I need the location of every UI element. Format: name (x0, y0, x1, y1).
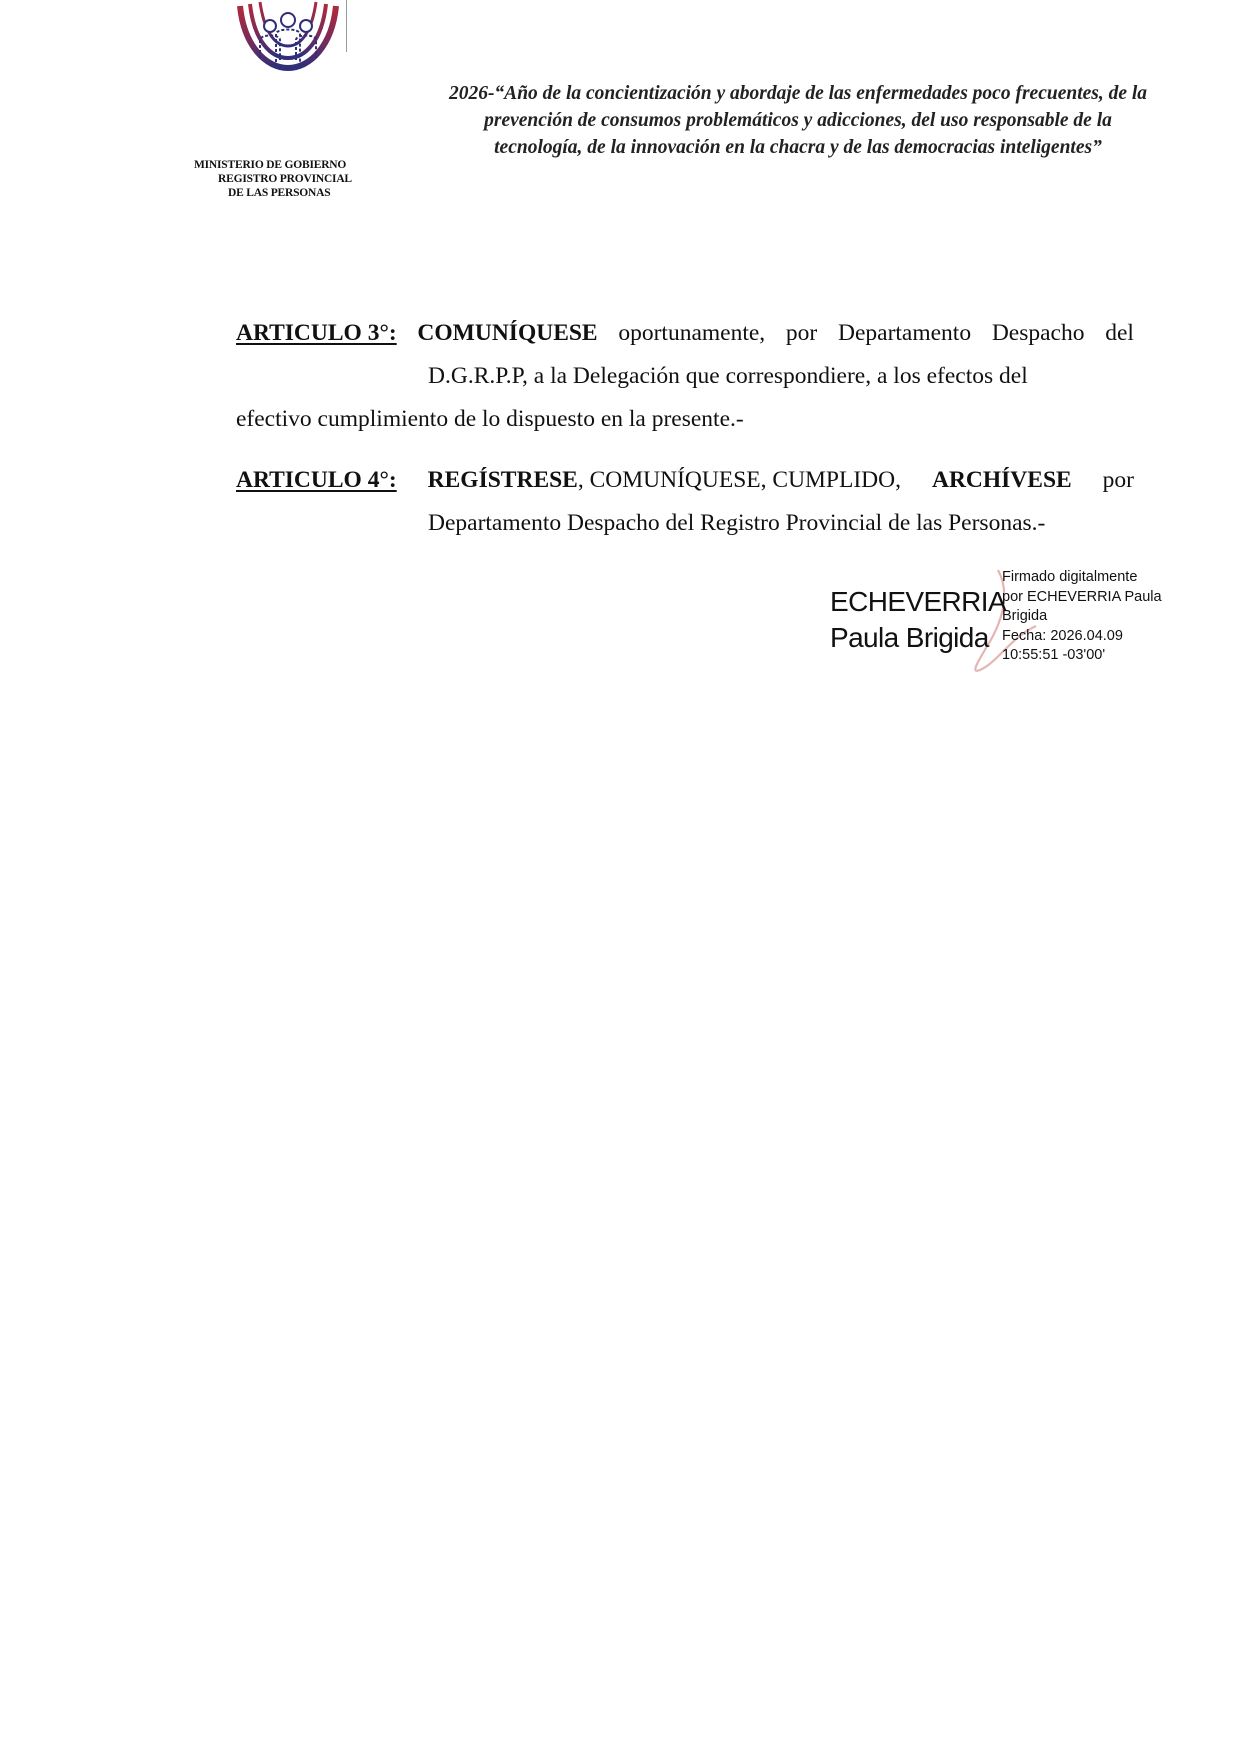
registry-line: REGISTRO PROVINCIAL (218, 173, 352, 185)
article-4-keyword: REGÍSTRESE (427, 467, 578, 493)
motto-line: 2026-“Año de la concientización y abordaje de las enfermedades poco frecuentes, de la (448, 83, 1148, 104)
signer-given-names: Paula Brigida (830, 622, 989, 653)
article-3-keyword: COMUNÍQUESE (417, 320, 598, 346)
article-3-line-2: D.G.R.P.P, a la Delegación que correspondiere, a los efectos del (428, 363, 1028, 389)
digital-signature (830, 566, 1170, 676)
article-3-word: Departamento (837, 320, 972, 346)
signature-time: 10:55:51 -03'00' (1002, 647, 1106, 663)
article-4-text: , COMUNÍQUESE, CUMPLIDO, (577, 467, 901, 493)
signer-name (830, 584, 1006, 656)
article-4-line-1 (236, 459, 1134, 502)
article-3-label: ARTICULO 3°: (236, 320, 397, 346)
article-3-line-3: efectivo cumplimiento de lo dispuesto en la presente.- (236, 406, 744, 432)
article-3 (236, 312, 1134, 441)
signature-date: Fecha: 2026.04.09 (1002, 627, 1123, 644)
article-4-label: ARTICULO 4°: (236, 467, 397, 493)
signature-detail-line: Firmado digitalmente (1002, 569, 1138, 585)
article-3-line-1 (236, 312, 1134, 355)
article-4-archive-keyword: ARCHÍVESE (931, 467, 1072, 493)
signature-detail-line: por ECHEVERRIA Paula (1002, 588, 1162, 605)
signer-surname: ECHEVERRIA (830, 586, 1007, 617)
year-motto (418, 80, 1178, 161)
article-4-actions (428, 459, 901, 502)
motto-line: prevención de consumos problemáticos y adicciones, del uso responsable de la (484, 110, 1112, 131)
article-3-word: Despacho (991, 320, 1085, 346)
registry-line-2: DE LAS PERSONAS (228, 187, 331, 199)
article-4-line-2: Departamento Despacho del Registro Provincial de las Personas.- (428, 510, 1046, 536)
article-3-word: del (1105, 320, 1134, 346)
article-4-end-word: por (1102, 467, 1134, 493)
ministry-heading (178, 158, 388, 200)
article-3-word: por (785, 320, 818, 346)
logo-divider (346, 0, 347, 52)
signature-detail-line: Brigida (1002, 608, 1048, 624)
motto-line: tecnología, de la innovación en la chacra y de las democracias inteligentes” (494, 137, 1102, 158)
provincial-registry-emblem-icon (236, 0, 340, 72)
resolution-body (236, 312, 1134, 563)
signature-details (1002, 568, 1162, 666)
article-3-word: oportunamente, (618, 320, 766, 346)
article-4 (236, 459, 1134, 545)
ministry-line: MINISTERIO DE GOBIERNO (194, 159, 347, 171)
